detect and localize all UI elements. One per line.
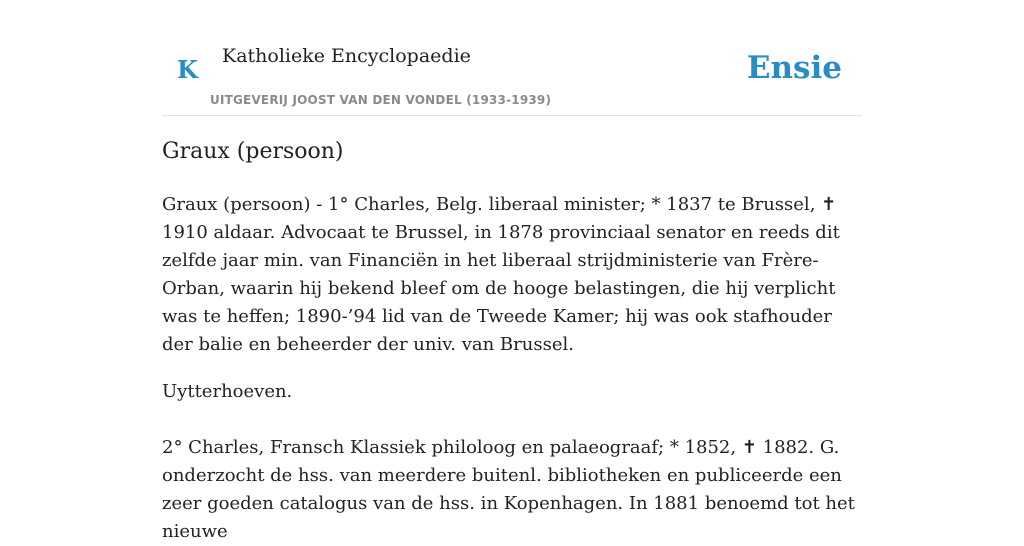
page — [162, 0, 862, 542]
site-title-link[interactable]: Katholieke Encyclopaedie — [222, 45, 471, 67]
article-body — [162, 191, 862, 546]
article-title: Graux (persoon) — [162, 139, 344, 164]
article-paragraph: Uytterhoeven. — [162, 381, 293, 402]
encyclopedia-logo-icon[interactable]: K — [177, 55, 198, 84]
article-paragraph: Graux (persoon) - 1° Charles, Belg. liberaal minister; * 1837 te Brussel, ✝ 1910 aldaar. Advocaat te Brussel, in 1878 provinciaal senator en reeds dit zelfde jaar min. van Financiën in het liberaal strijdministerie van Frère-Orban, waarin hij bekend bleef om de hooge belastingen, die hij verplicht was te heffen; 1890-’94 lid van de Tweede Kamer; hij was ook stafhouder der balie en beheerder der univ. van Brussel. — [162, 194, 840, 355]
publisher-subtitle: UITGEVERIJ JOOST VAN DEN VONDEL (1933-1939) — [210, 93, 552, 107]
site-header — [162, 0, 862, 116]
ensie-logo-link[interactable]: Ensie — [746, 50, 842, 86]
article-paragraph: 2° Charles, Fransch Klassiek philoloog en palaeograaf; * 1852, ✝ 1882. G. onderzocht de hss. van meerdere buitenl. bibliotheken en publiceerde een zeer goeden catalogus van de hss. in Kopenhagen. In 1881 benoemd tot het nieuwe — [162, 437, 855, 542]
